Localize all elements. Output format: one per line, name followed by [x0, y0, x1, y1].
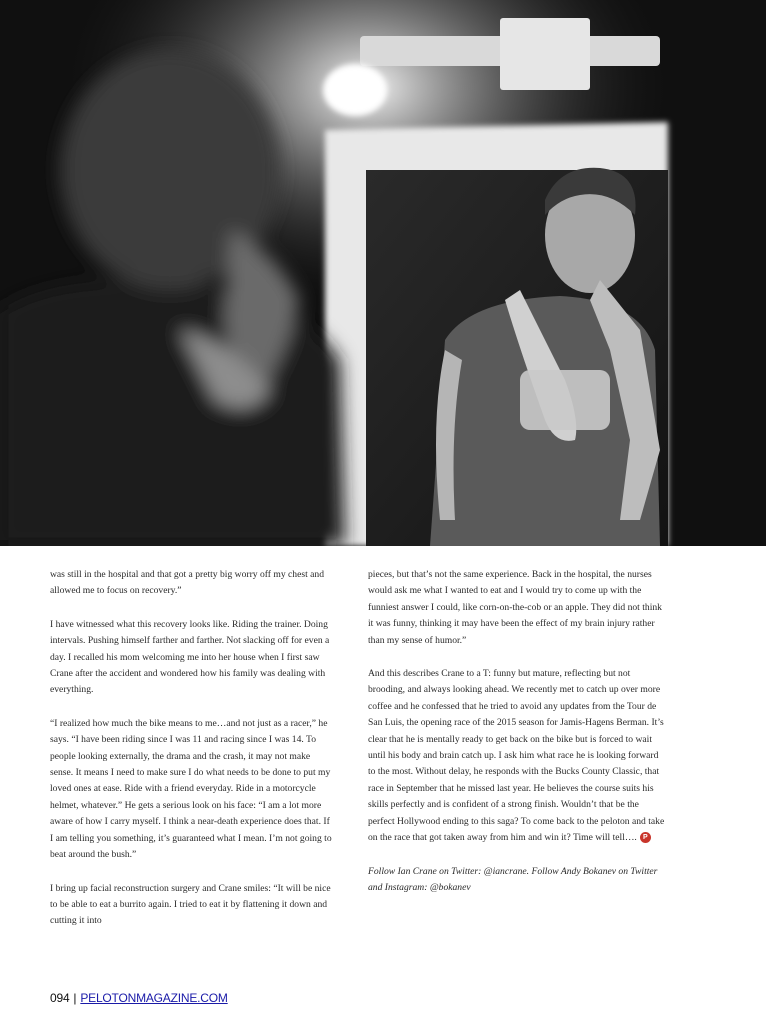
page-footer [50, 991, 228, 1005]
paragraph-ending [368, 666, 666, 846]
article-column-left [50, 567, 332, 947]
paragraph-text: And this describes Crane to a T: funny but mature, reflecting but not brooding, and always looking ahead. We recently met to catch up over more coffee and he confessed that he tried to avoid any updates from the Tour de San Luis, the opening race of the 2015 season for Jamis-Hagens Berman. It’s clear that he is mentally ready to get back on the bike but is forced to wait until his body and brain catch up. I ask him what race he is looking forward to the most. Without delay, he responds with the Bucks County Classic, that race in September that he missed last year. He believes the course suits his skills perfectly and is confident of a strong finish. Wouldn’t that be the perfect Hollywood ending to this saga? To come back to the peloton and take on the race that got taken away from him and win it? Time will tell…. [368, 668, 665, 844]
article-column-right [368, 567, 666, 913]
page-number: 094 [50, 991, 70, 1005]
paragraph: pieces, but that’s not the same experience. Back in the hospital, the nurses would ask me what I wanted to eat and I would try to come up with the funniest answer I could, like corn-on-the-cob or an apple. They did not think it was funny, thinking it may have been the effect of my brain injury rather than my sense of humor.” [368, 569, 662, 646]
site-link[interactable]: PELOTONMAGAZINE.COM [80, 991, 228, 1005]
paragraph: was still in the hospital and that got a pretty big worry off my chest and allowed me to focus on recovery.” [50, 569, 324, 597]
footer-separator: | [73, 991, 77, 1005]
paragraph: I have witnessed what this recovery looks like. Riding the trainer. Doing intervals. Pushing himself farther and farther. Not slacking off for even a day. I recalled his mom welcoming me into her house when I first saw Crane after the accident and wondered how his family was dealing with everything. [50, 618, 330, 696]
paragraph: “I realized how much the bike means to me…and not just as a racer,” he says. “I have been riding since I was 11 and racing since I was 14. To people looking externally, the drama and the crash, it may not make sense. It means I need to make sure I do what needs to be done to put my loved ones at ease. Ride with a friend everyday. Ride in a motorcycle helmet, whatever.” He gets a serious look on his face: “I am a lot more aware of how I carry myself. I think a near-death experience does that. If I am telling you something, it’s guaranteed what I mean. I’m not going to beat around the bush.” [50, 717, 332, 861]
paragraph: I bring up facial reconstruction surgery and Crane smiles: “It will be nice to be able to eat a burrito again. I tried to eat it by flattening it down and cutting it into [50, 882, 331, 927]
end-mark-icon: P [640, 832, 651, 843]
social-credit: Follow Ian Crane on Twitter: @iancrane. Follow Andy Bokanev on Twitter and Instagram: @bokanev [368, 865, 658, 893]
